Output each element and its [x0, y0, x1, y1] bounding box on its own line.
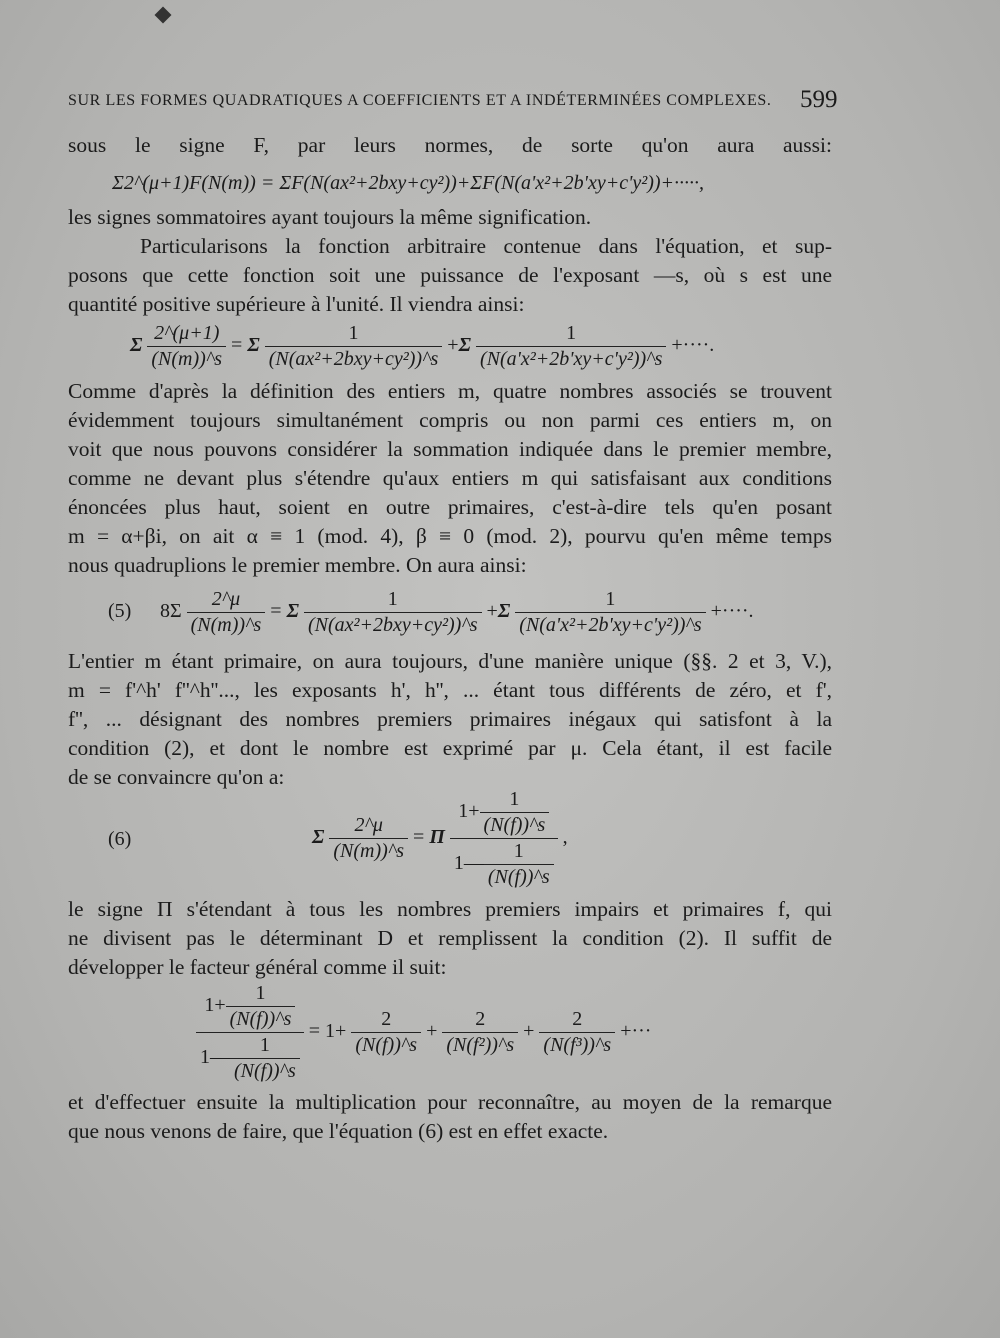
fraction: $\frac{1}{\text{(N(a'x²+2b'xy+c'y²))\textasciicircum{}s}}$ — [515, 588, 705, 637]
text-line: énoncées plus haut, soient en outre primaires, c'est-à-dire tels qu'en posant — [68, 495, 832, 519]
running-head: SUR LES FORMES QUADRATIQUES A COEFFICIENTS ET A INDÉTERMINÉES COMPLEXES. — [68, 92, 772, 109]
text-line: m = α+βi, on ait α ≡ 1 (mod. 4), β ≡ 0 (mod. 2), pourvu qu'en même temps — [68, 524, 832, 548]
text-line: comme ne devant plus s'étendre qu'aux entiers m qui satisfaisant aux conditions — [68, 466, 832, 490]
text-line: condition (2), et dont le nombre est exprimé par μ. Cela étant, il est facile — [68, 736, 832, 760]
text-line: posons que cette fonction soit une puissance de l'exposant —s, où s est une — [68, 263, 832, 287]
fraction: $\frac{2}{(N(f))\^{}s}$ — [351, 1008, 421, 1057]
compound-fraction: 1+ $\frac{1}{(N(f))\^{}s}$ 1— $\frac{1}{(N(f))\^{}s}$ — [196, 982, 304, 1083]
text-line: ne divisent pas le déterminant D et remplissent la condition (2). Il suffit de — [68, 926, 832, 950]
formula-line: Σ2^(μ+1)F(N(m)) = ΣF(N(ax²+2bxy+cy²))+ΣF(N(a'x²+2b'xy+c'y²))+·····, — [112, 172, 705, 194]
display-equation: 8Σ $\frac{2\^{}\mu}{(N(m))\^{}s}$ = Σ $\frac{1}{\text{(N(ax²+2bxy+cy²))\textasciicircum{}s}}$ +Σ $\frac{1}{\text{(N(a'x²+2b'xy+c'y²))\textasciicircum{}s}}$ +····. — [160, 588, 754, 636]
display-equation: Σ $\frac{2\^{}(\mu+1)}{(N(m))\^{}s}$ = Σ $\frac{1}{\text{(N(ax²+2bxy+cy²))\textasciicircum{}s}}$ +Σ $\frac{1}{\text{(N(a'x²+2b'xy+c'y²))\textasciicircum{}s}}$ +····. — [130, 322, 715, 370]
fraction: $\frac{1}{\text{(N(ax²+2bxy+cy²))\textasciicircum{}s}}$ — [265, 322, 443, 371]
text-line: évidemment toujours simultanément compris ou non parmi ces entiers m, on — [68, 408, 832, 432]
text-line: et d'effectuer ensuite la multiplication pour reconnaître, au moyen de la remarque — [68, 1090, 832, 1114]
equation-label: (6) — [108, 828, 132, 850]
text-line: que nous venons de faire, que l'équation (6) est en effet exacte. — [68, 1119, 609, 1143]
fraction: $\frac{2\^{}\mu}{(N(m))\^{}s}$ — [187, 588, 266, 637]
fraction: $\frac{2\^{}(\mu+1)}{(N(m))\^{}s}$ — [147, 322, 226, 371]
text-line: le signe Π s'étendant à tous les nombres premiers impairs et primaires f, qui — [68, 897, 832, 921]
equation-label: (5) — [108, 600, 132, 622]
fleuron-ornament — [155, 7, 172, 24]
text-line: quantité positive supérieure à l'unité. Il viendra ainsi: — [68, 292, 525, 316]
text-line: L'entier m étant primaire, on aura toujours, d'une manière unique (§§. 2 et 3, V.), — [68, 649, 832, 673]
fraction: $\frac{2\^{}\mu}{(N(m))\^{}s}$ — [329, 814, 408, 863]
text-line: m = f'^h' f''^h''..., les exposants h', h'', ... étant tous différents de zéro, et f', — [68, 678, 832, 702]
text-line: les signes sommatoires ayant toujours la même signification. — [68, 205, 592, 229]
text-line: Comme d'après la définition des entiers m, quatre nombres associés se trouvent — [68, 379, 832, 403]
text-line: nous quadruplions le premier membre. On aura ainsi: — [68, 553, 527, 577]
fraction: $\frac{1}{\text{(N(a'x²+2b'xy+c'y²))\textasciicircum{}s}}$ — [476, 322, 666, 371]
text-line: f'', ... désignant des nombres premiers primaires inégaux qui satisfont à la — [68, 707, 832, 731]
text-line: voit que nous pouvons considérer la sommation indiquée dans le premier membre, — [68, 437, 832, 461]
display-equation: 1+ $\frac{1}{(N(f))\^{}s}$ 1— $\frac{1}{(N(f))\^{}s}$ = 1+ $\frac{2}{(N(f))\^{}s}$ + $\frac{2}{\text{(N(f²))\textasciicircum{}s}}$ + $\frac{2}{\text{(N(f³))\textasciicircum{}s}}$ +··· — [196, 982, 651, 1083]
text-line: sous le signe F, par leurs normes, de sorte qu'on aura aussi: — [68, 133, 832, 157]
compound-fraction: 1+ $\frac{1}{(N(f))\^{}s}$ 1— $\frac{1}{(N(f))\^{}s}$ — [450, 788, 558, 889]
fraction: $\frac{2}{\text{(N(f³))\textasciicircum{}s}}$ — [539, 1008, 615, 1057]
text-line: Particularisons la fonction arbitraire contenue dans l'équation, et sup- — [140, 234, 832, 258]
page-number: 599 — [800, 86, 838, 113]
fraction: $\frac{2}{\text{(N(f²))\textasciicircum{}s}}$ — [442, 1008, 518, 1057]
display-equation: Σ $\frac{2\^{}\mu}{(N(m))\^{}s}$ = Π 1+ $\frac{1}{(N(f))\^{}s}$ 1— $\frac{1}{(N(f))\^{}s}$ , — [312, 788, 568, 888]
fraction: $\frac{1}{\text{(N(ax²+2bxy+cy²))\textasciicircum{}s}}$ — [304, 588, 482, 637]
text-line: développer le facteur général comme il suit: — [68, 955, 447, 979]
text-line: de se convaincre qu'on a: — [68, 765, 285, 789]
